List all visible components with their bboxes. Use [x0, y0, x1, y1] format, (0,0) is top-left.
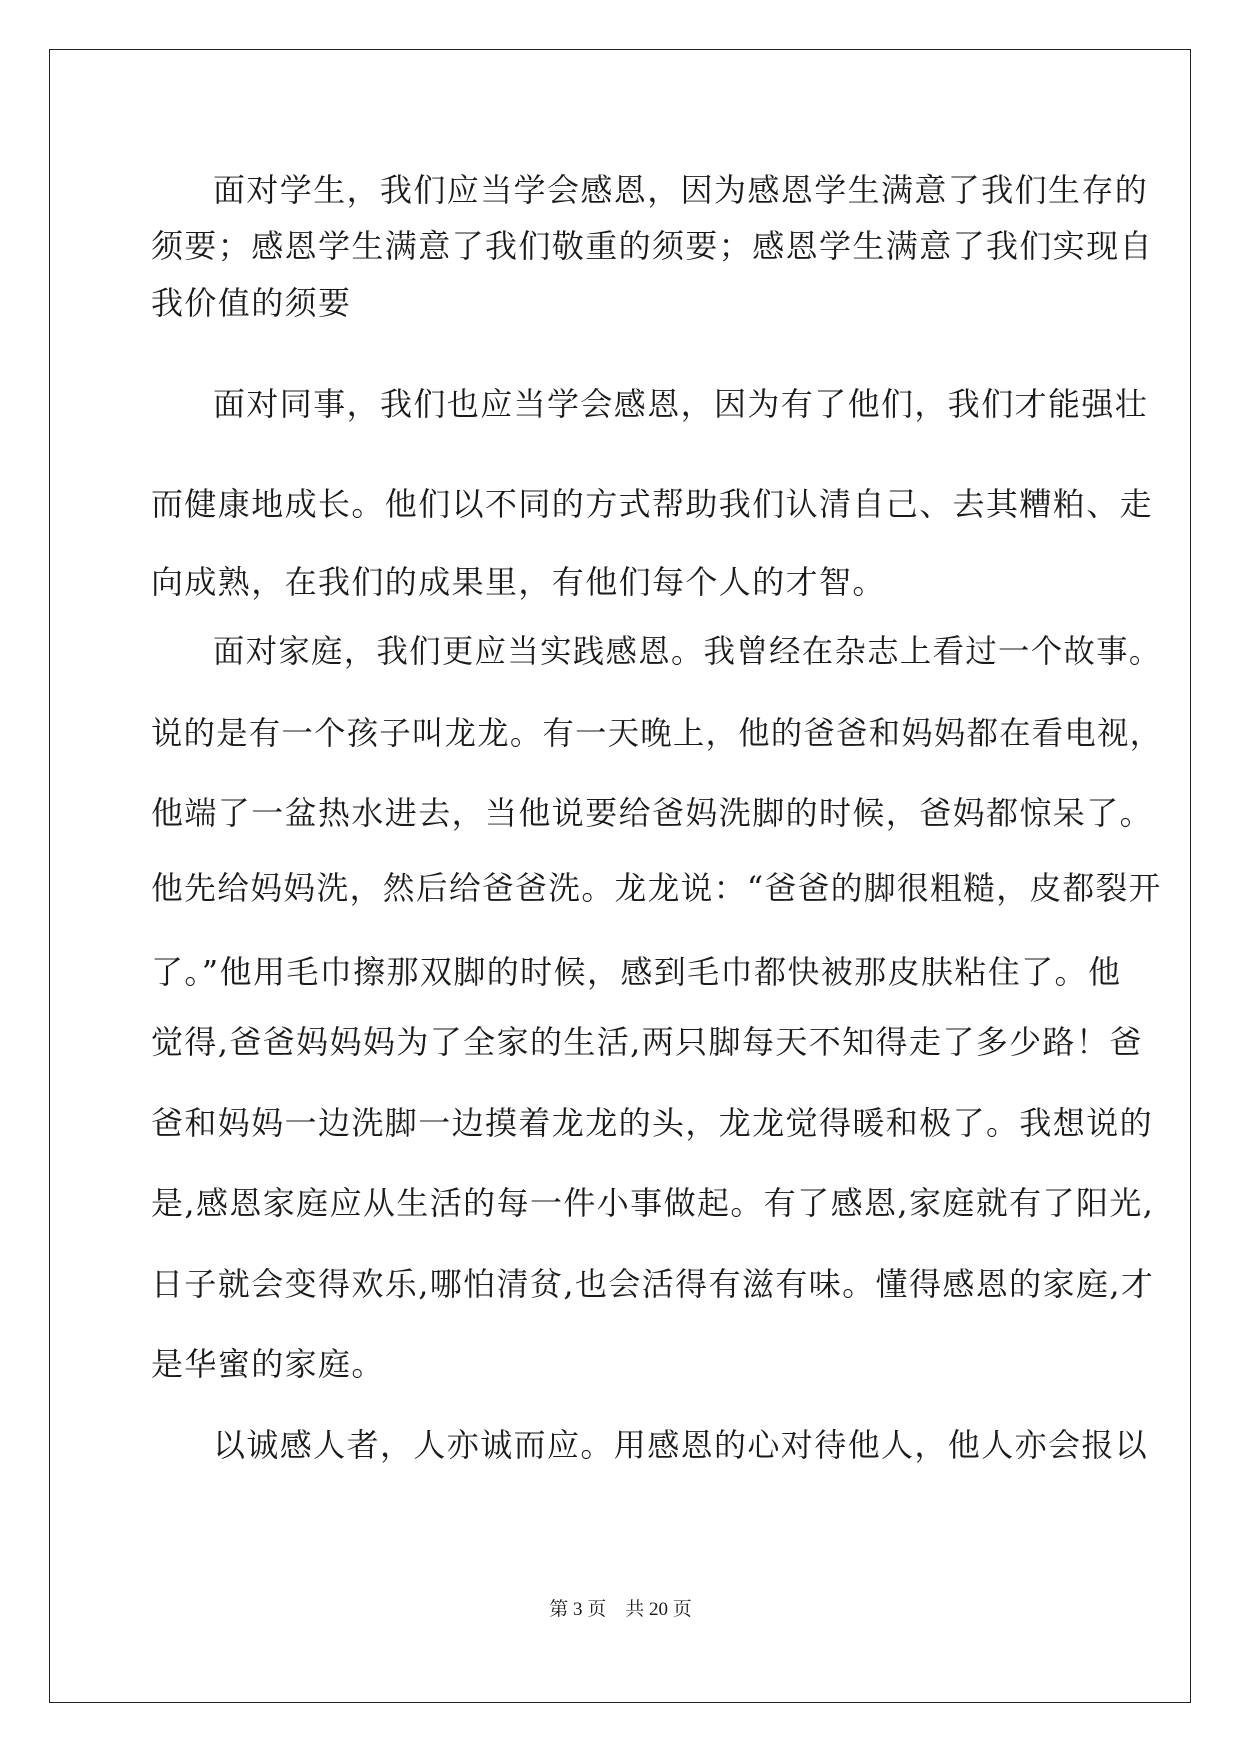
- text-line: 向成熟，在我们的成果里，有他们每个人的才智。: [151, 563, 886, 601]
- text-line: 说的是有一个孩子叫龙龙。有一天晚上，他的爸爸和妈妈都在看电视，: [151, 714, 1163, 752]
- text-line: 我价值的须要: [151, 284, 352, 322]
- text-line: 爸和妈妈一边洗脚一边摸着龙龙的头，龙龙觉得暖和极了。我想说的: [151, 1104, 1154, 1142]
- page-footer: [0, 1598, 1241, 1622]
- text-line: 而健康地成长。他们以不同的方式帮助我们认清自己、去其糟粕、走: [151, 485, 1154, 523]
- text-line: 他端了一盆热水进去，当他说要给爸妈洗脚的时候，爸妈都惊呆了。: [151, 794, 1154, 832]
- text-line: 了。”他用毛巾擦那双脚的时候，感到毛巾都快被那皮肤粘住了。他: [151, 953, 1122, 991]
- text-line: 面对同事，我们也应当学会感恩，因为有了他们，我们才能强壮: [213, 385, 1149, 423]
- text-line: 以诚感人者，人亦诚而应。用感恩的心对待他人，他人亦会报以: [213, 1426, 1149, 1464]
- text-line: 日子就会变得欢乐,哪怕清贫,也会活得有滋有味。懂得感恩的家庭,才: [151, 1265, 1155, 1303]
- page-number-total: 共 20 页: [625, 1599, 692, 1620]
- text-line: 面对家庭，我们更应当实践感恩。我曾经在杂志上看过一个故事。: [213, 632, 1162, 670]
- page-number-current: 第 3 页: [549, 1599, 607, 1620]
- text-line: 是华蜜的家庭。: [151, 1345, 385, 1383]
- text-line: 面对学生，我们应当学会感恩，因为感恩学生满意了我们生存的: [213, 171, 1149, 209]
- text-line: 须要；感恩学生满意了我们敬重的须要；感恩学生满意了我们实现自: [151, 227, 1154, 265]
- text-line: 是,感恩家庭应从生活的每一件小事做起。有了感恩,家庭就有了阳光,: [151, 1184, 1155, 1222]
- text-line: 觉得,爸爸妈妈妈为了全家的生活,两只脚每天不知得走了多少路！爸: [151, 1023, 1143, 1061]
- text-line: 他先给妈妈洗，然后给爸爸洗。龙龙说：“爸爸的脚很粗糙，皮都裂开: [151, 869, 1162, 907]
